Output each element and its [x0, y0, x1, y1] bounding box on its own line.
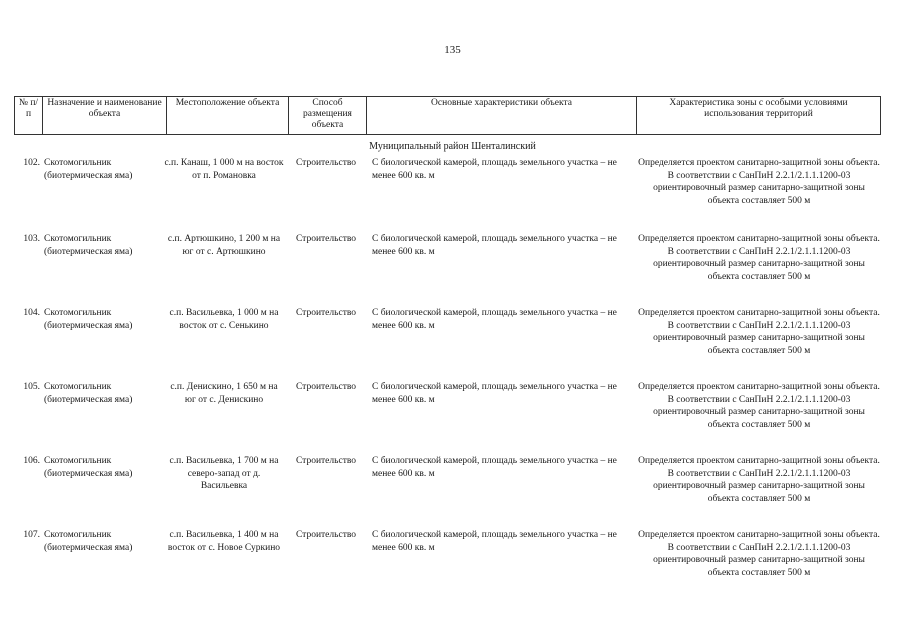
placement-method: Строительство: [295, 308, 357, 318]
object-name: Скотомогильник (биотермическая яма): [44, 456, 133, 479]
object-location: с.п. Артюшкино, 1 200 м на юг от с. Артюшкино: [167, 234, 281, 257]
header-placement: Способ размещения объекта: [289, 97, 367, 135]
page-number: 135: [444, 44, 461, 56]
object-name: Скотомогильник (биотермическая яма): [44, 382, 133, 405]
object-characteristics: С биологической камерой, площадь земельного участка – не менее 600 кв. м: [372, 530, 617, 553]
row-number: 102.: [23, 158, 40, 168]
object-characteristics: С биологической камерой, площадь земельного участка – не менее 600 кв. м: [372, 308, 617, 331]
object-location: с.п. Канаш, 1 000 м на восток от п. Романовка: [164, 158, 284, 181]
table-header: [14, 96, 881, 135]
table-row: [14, 233, 880, 303]
placement-method: Строительство: [295, 234, 357, 244]
placement-method: Строительство: [295, 530, 357, 540]
placement-method: Строительство: [295, 382, 357, 392]
row-number: 103.: [23, 234, 40, 244]
object-characteristics: С биологической камерой, площадь земельного участка – не менее 600 кв. м: [372, 456, 617, 479]
object-name: Скотомогильник (биотермическая яма): [44, 234, 133, 257]
table-row: [14, 381, 880, 451]
placement-method: Строительство: [295, 456, 357, 466]
object-characteristics: С биологической камерой, площадь земельного участка – не менее 600 кв. м: [372, 382, 617, 405]
object-name: Скотомогильник (биотермическая яма): [44, 530, 133, 553]
object-name: Скотомогильник (биотермическая яма): [44, 158, 133, 181]
zone-characteristics: Определяется проектом санитарно-защитной зоны объекта. В соответствии с СанПиН 2.2.1/2.1.1.1200-03 ориентировочный размер санитарно-защитной зоны объекта составляет 500 м: [638, 382, 880, 430]
zone-characteristics: Определяется проектом санитарно-защитной зоны объекта. В соответствии с СанПиН 2.2.1/2.1.1.1200-03 ориентировочный размер санитарно-защитной зоны объекта составляет 500 м: [638, 308, 880, 356]
object-location: с.п. Васильевка, 1 400 м на восток от с. Новое Суркино: [167, 530, 281, 553]
header-purpose: Назначение и наименование объекта: [43, 97, 167, 135]
header-location: Местоположение объекта: [167, 97, 289, 135]
zone-characteristics: Определяется проектом санитарно-защитной зоны объекта. В соответствии с СанПиН 2.2.1/2.1.1.1200-03 ориентировочный размер санитарно-защитной зоны объекта составляет 500 м: [638, 456, 880, 504]
district-heading: Муниципальный район Шенталинский: [369, 141, 536, 152]
header-characteristics: Основные характеристики объекта: [367, 97, 637, 135]
object-location: с.п. Денискино, 1 650 м на юг от с. Денискино: [170, 382, 278, 405]
object-characteristics: С биологической камерой, площадь земельного участка – не менее 600 кв. м: [372, 234, 617, 257]
header-num: № п/п: [15, 97, 43, 135]
zone-characteristics: Определяется проектом санитарно-защитной зоны объекта. В соответствии с СанПиН 2.2.1/2.1.1.1200-03 ориентировочный размер санитарно-защитной зоны объекта составляет 500 м: [638, 158, 880, 206]
object-characteristics: С биологической камерой, площадь земельного участка – не менее 600 кв. м: [372, 158, 617, 181]
header-zone: Характеристика зоны с особыми условиями использования территорий: [637, 97, 881, 135]
zone-characteristics: Определяется проектом санитарно-защитной зоны объекта. В соответствии с СанПиН 2.2.1/2.1.1.1200-03 ориентировочный размер санитарно-защитной зоны объекта составляет 500 м: [638, 234, 880, 282]
object-name: Скотомогильник (биотермическая яма): [44, 308, 133, 331]
table-row: [14, 455, 880, 525]
table-row: [14, 157, 880, 227]
table-row: [14, 307, 880, 377]
row-number: 107.: [23, 530, 40, 540]
zone-characteristics: Определяется проектом санитарно-защитной зоны объекта. В соответствии с СанПиН 2.2.1/2.1.1.1200-03 ориентировочный размер санитарно-защитной зоны объекта составляет 500 м: [638, 530, 880, 578]
header-row: [15, 97, 881, 135]
row-number: 106.: [23, 456, 40, 466]
row-number: 104.: [23, 308, 40, 318]
table-row: [14, 529, 880, 599]
row-number: 105.: [23, 382, 40, 392]
placement-method: Строительство: [295, 158, 357, 168]
object-location: с.п. Васильевка, 1 700 м на северо-запад от д. Васильевка: [169, 456, 279, 491]
object-location: с.п. Васильевка, 1 000 м на восток от с. Сенькино: [169, 308, 279, 331]
